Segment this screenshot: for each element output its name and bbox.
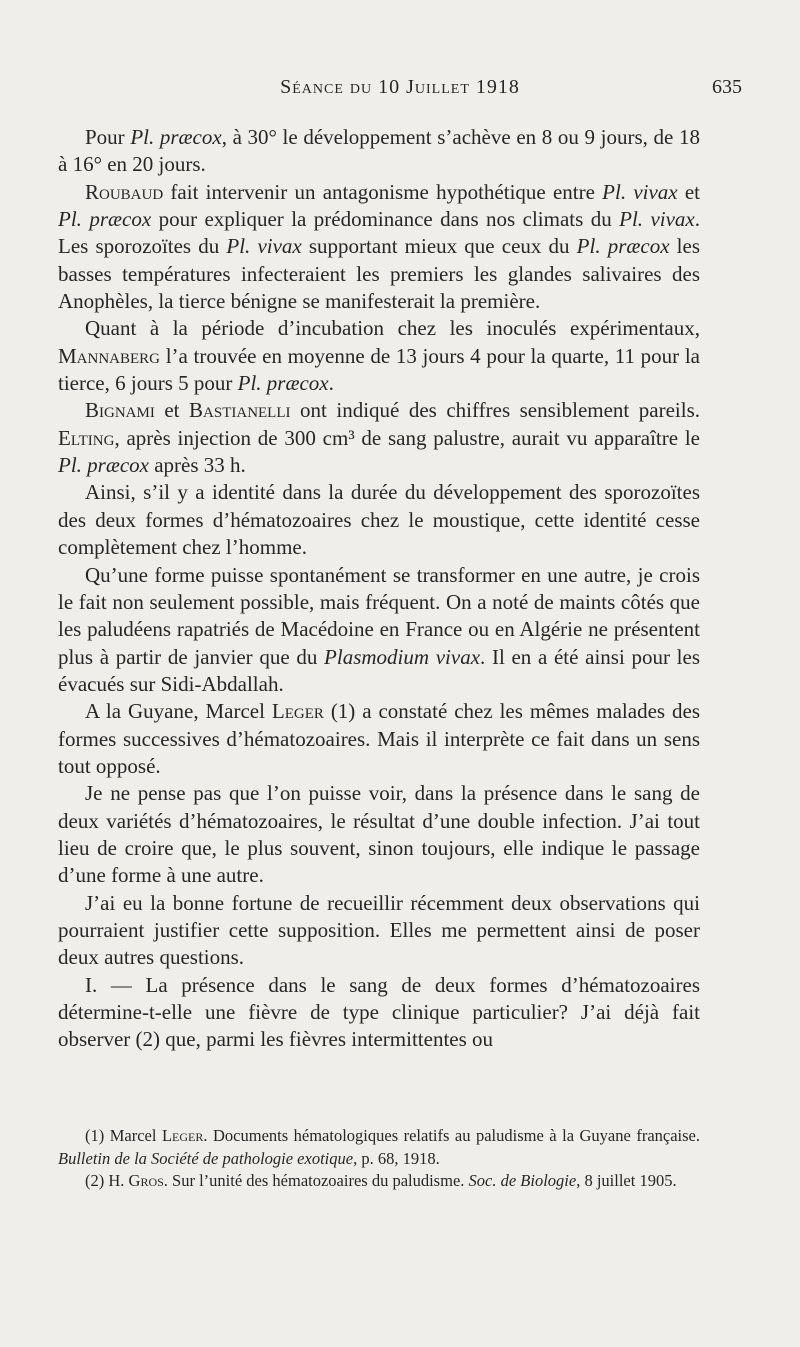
text-run: . Sur l’unité des hématozoaires du paludisme.	[163, 1171, 469, 1190]
text-run: J’ai eu la bonne fortune de recueillir récemment deux observations qui pourraient justifier cette supposition. Elles me permettent ainsi de poser deux autres questions.	[58, 890, 700, 970]
page-number: 635	[712, 76, 742, 98]
paragraph	[58, 124, 700, 179]
text-run: (1) Marcel	[85, 1126, 162, 1145]
italic-term: Pl. vivax	[602, 179, 678, 204]
text-run: I. — La présence dans le sang de deux formes d’hématozoaires détermine-t-elle une fièvre de type clinique particulier? J’ai déjà fait observer (2) que, parmi les fièvres intermittentes ou	[58, 972, 700, 1052]
paragraph	[58, 780, 700, 889]
text-run: pour expliquer la prédominance dans nos climats du	[151, 207, 620, 232]
text-run: , après injection de 300 cm³ de sang palustre, aurait vu apparaître le	[114, 425, 700, 450]
italic-term: Pl. præcox	[576, 234, 670, 259]
text-run: et	[154, 398, 190, 423]
italic-term: Plasmodium vivax	[324, 644, 481, 669]
text-run: (1) a constaté chez les mêmes malades des formes successives d’hématozoaires. Mais il interprète ce fait dans un sens tout opposé.	[58, 699, 700, 778]
italic-term: Soc. de Biologie	[468, 1171, 577, 1190]
author-name: Elting	[58, 425, 115, 450]
paragraph	[58, 890, 700, 972]
author-name: Gros	[128, 1171, 164, 1190]
body-text	[58, 124, 700, 1054]
text-run: supportant mieux que ceux du	[301, 234, 577, 259]
text-run: , p. 68, 1918.	[353, 1148, 440, 1168]
text-run: . Il en a été ainsi pour les évacués sur Sidi-Abdallah.	[58, 644, 701, 696]
italic-term: Pl. præcox	[58, 453, 149, 478]
text-run: après 33 h.	[148, 453, 246, 478]
paragraph	[58, 179, 700, 316]
text-run: et	[677, 179, 701, 204]
text-run: Quant à la période d’incubation chez les inoculés expérimentaux,	[85, 316, 700, 341]
text-run: Qu’une forme puisse spontanément se transformer en une autre, je crois le fait non seulement possible, mais fréquent. On a noté de maints côtés que les paludéens rapatriés de Macédoine en France ou en Algérie ne présentent plus à partir de janvier que du	[58, 562, 700, 669]
author-name: Roubaud	[85, 179, 164, 204]
text-run: Je ne pense pas que l’on puisse voir, dans la présence dans le sang de deux variétés d’hématozoaires, le résultat d’une double infection. J’ai tout lieu de croire que, le plus souvent, sinon toujours, elle indique le passage d’une forme à une autre.	[58, 781, 700, 888]
author-name: Mannaberg	[58, 343, 161, 368]
author-name: Bignami	[85, 398, 155, 423]
paragraph	[58, 698, 700, 780]
text-run: Ainsi, s’il y a identité dans la durée du développement des sporozoïtes des deux formes d’hématozoaires chez le moustique, cette identité cesse complètement chez l’homme.	[58, 480, 700, 560]
running-title: Séance du 10 Juillet 1918	[280, 76, 520, 98]
paragraph	[58, 972, 700, 1054]
italic-term: Pl. vivax	[226, 234, 302, 259]
paragraph	[58, 479, 700, 561]
italic-term: Pl. præcox	[58, 207, 152, 232]
italic-term: Pl. præcox	[237, 371, 329, 396]
text-run: (2) H.	[85, 1171, 129, 1190]
text-run: A la Guyane, Marcel	[85, 699, 272, 724]
italic-term: Pl. præcox	[130, 125, 222, 149]
author-name: Bastianelli	[189, 398, 291, 423]
text-run: . Les sporozoïtes du	[58, 207, 701, 259]
italic-term: Bulletin de la Société de pathologie exotique	[58, 1148, 354, 1168]
author-name: Leger	[271, 699, 324, 724]
footnote	[58, 1125, 700, 1170]
italic-term: Pl. vivax	[619, 207, 695, 232]
text-run: .	[328, 371, 334, 396]
text-run: ont indiqué des chiffres sensiblement pareils.	[290, 398, 700, 423]
text-run: . Documents hématologiques relatifs au paludisme à la Guyane française.	[203, 1126, 700, 1145]
page-header	[58, 76, 742, 108]
text-run: fait intervenir un antagonisme hypothétique entre	[163, 179, 603, 204]
paragraph	[58, 315, 700, 397]
text-run: , 8 juillet 1905.	[576, 1171, 677, 1190]
paragraph	[58, 397, 700, 479]
footnotes	[58, 1125, 700, 1193]
text-run: Pour	[85, 125, 131, 149]
text-run: l’a trouvée en moyenne de 13 jours 4 pour la quarte, 11 pour la tierce, 6 jours 5 pour	[58, 343, 700, 396]
footnote	[58, 1170, 700, 1193]
text-run: les basses températures infecteraient les premiers les glandes salivaires des Anophèles, la tierce bénigne se manifesterait la première.	[58, 234, 701, 314]
text-run: , à 30° le développement s’achève en 8 ou 9 jours, de 18 à 16° en 20 jours.	[58, 125, 700, 177]
author-name: Leger	[161, 1126, 204, 1145]
paragraph	[58, 562, 700, 699]
